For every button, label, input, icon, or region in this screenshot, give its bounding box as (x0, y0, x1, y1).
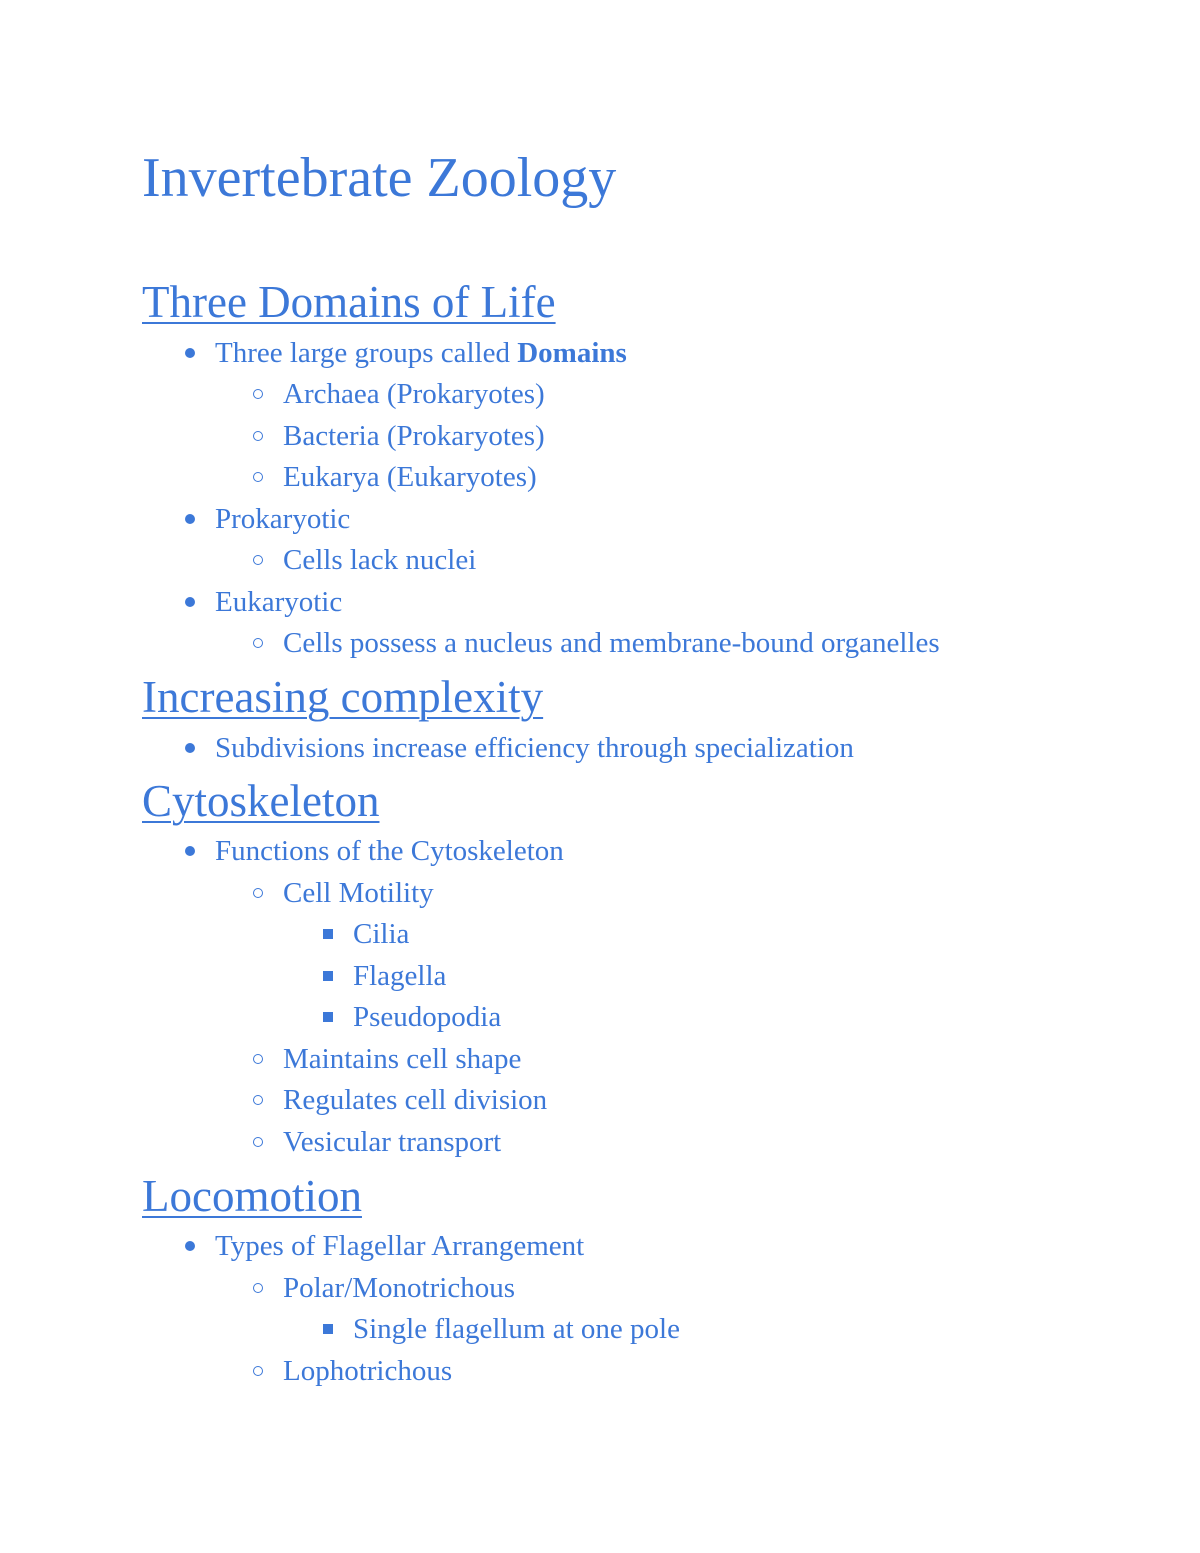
list-item-text: Polar/Monotrichous (283, 1272, 515, 1304)
list-item-text: Eukaryotic (215, 586, 343, 618)
disc-bullet-icon (178, 832, 202, 870)
list-item-text: Archaea (Prokaryotes) (283, 378, 545, 410)
list-item-text: Three large groups called (215, 337, 518, 369)
section-heading-cytoskeleton: Cytoskeleton (142, 776, 380, 826)
circle-bullet-icon (246, 1352, 270, 1390)
list-item-text: Types of Flagellar Arrangement (215, 1230, 585, 1262)
list-item-text: Subdivisions increase efficiency through specialization (215, 732, 854, 764)
circle-bullet-icon (246, 1081, 270, 1119)
list-item-text: Cell Motility (283, 877, 434, 909)
section-heading-increasing-complexity: Increasing complexity (142, 672, 544, 722)
circle-bullet-icon (246, 1040, 270, 1078)
list-item-text: Lophotrichous (283, 1355, 453, 1387)
section-heading-locomotion: Locomotion (142, 1171, 362, 1221)
circle-bullet-icon (246, 417, 270, 455)
disc-bullet-icon (178, 500, 202, 538)
circle-bullet-icon (246, 1269, 270, 1307)
disc-bullet-icon (178, 729, 202, 767)
list-item-text: Cells lack nuclei (283, 544, 477, 576)
square-bullet-icon (316, 1310, 340, 1348)
list-item-text: Pseudopodia (353, 1001, 502, 1033)
list-item-text: Functions of the Cytoskeleton (215, 835, 564, 867)
circle-bullet-icon (246, 624, 270, 662)
circle-bullet-icon (246, 458, 270, 496)
list-item-text: Vesicular transport (283, 1126, 502, 1158)
list-item-text: Single flagellum at one pole (353, 1313, 680, 1345)
circle-bullet-icon (246, 541, 270, 579)
section-heading-three-domains: Three Domains of Life (142, 277, 556, 327)
disc-bullet-icon (178, 1227, 202, 1265)
circle-bullet-icon (246, 375, 270, 413)
list-item-text: Prokaryotic (215, 503, 351, 535)
list-item-bold-text: Domains (517, 337, 627, 369)
list-item-text: Regulates cell division (283, 1084, 548, 1116)
list-item-text: Cilia (353, 918, 410, 950)
circle-bullet-icon (246, 1123, 270, 1161)
list-item-text: Flagella (353, 960, 447, 992)
list-item-text: Eukarya (Eukaryotes) (283, 461, 537, 493)
circle-bullet-icon (246, 874, 270, 912)
disc-bullet-icon (178, 334, 202, 372)
square-bullet-icon (316, 998, 340, 1036)
list-item-text: Cells possess a nucleus and membrane-bound organelles (283, 627, 940, 659)
square-bullet-icon (316, 915, 340, 953)
square-bullet-icon (316, 957, 340, 995)
document-title: Invertebrate Zoology (142, 147, 617, 209)
list-item-text: Maintains cell shape (283, 1043, 522, 1075)
disc-bullet-icon (178, 583, 202, 621)
list-item-text: Bacteria (Prokaryotes) (283, 420, 545, 452)
